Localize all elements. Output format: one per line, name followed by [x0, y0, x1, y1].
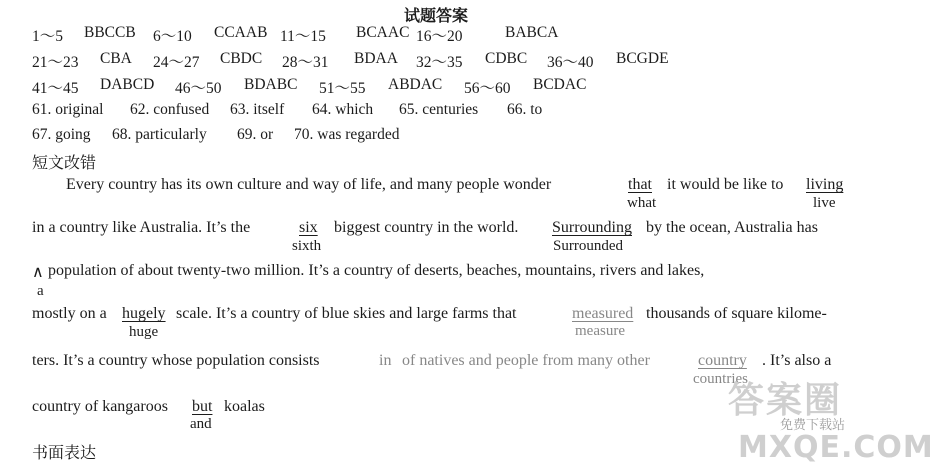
correction-word: live [813, 195, 836, 211]
passage-text: of natives and people from many other [402, 352, 650, 369]
answer-letters: BCDAC [533, 76, 587, 93]
answer-letters: CCAAB [214, 24, 268, 41]
answer-letters: BCAAC [356, 24, 410, 41]
fill-row-1 [32, 101, 632, 123]
fill-answer: 61. original [32, 101, 104, 118]
correction-word: sixth [292, 238, 322, 254]
range-label: 1～5 [32, 28, 64, 45]
range-label: 36～40 [547, 54, 594, 71]
passage-text: . It’s also a [762, 352, 832, 369]
passage-text: population of about twenty-two million. It’s a country of deserts, beaches, mountains, rivers and lakes, [48, 262, 705, 279]
passage-text: by the ocean, Australia has [646, 219, 818, 236]
passage-text: scale. It’s a country of blue skies and large farms that [176, 305, 517, 322]
watermark-url: MXQE.COM [738, 430, 934, 465]
error-word: that [628, 176, 652, 193]
range-label: 24～27 [153, 54, 200, 71]
answer-letters: CDBC [485, 50, 528, 67]
passage-text: country of kangaroos [32, 398, 168, 415]
fill-row-2 [32, 126, 532, 148]
watermark-logo: 答案圈 [728, 380, 843, 421]
answer-letters: BABCA [505, 24, 559, 41]
answer-letters: BBCCB [84, 24, 136, 41]
fill-answer: 68. particularly [112, 126, 207, 143]
fill-answer: 66. to [507, 101, 543, 118]
passage-text: in a country like Australia. It’s the [32, 219, 251, 236]
range-label: 51～55 [319, 80, 366, 97]
passage-text: ters. It’s a country whose population consists [32, 352, 320, 369]
fill-answer: 62. confused [130, 101, 210, 118]
correction-word: and [190, 416, 212, 432]
passage-text: it would be like to [667, 176, 784, 193]
correction-word: Surrounded [553, 238, 623, 254]
answer-letters: BCGDE [616, 50, 669, 67]
section-heading-correction: 短文改错 [32, 153, 97, 172]
passage-text: Every country has its own culture and way of life, and many people wonder [66, 176, 552, 193]
passage-text: thousands of square kilome- [646, 305, 827, 322]
passage-text: mostly on a [32, 305, 107, 322]
fill-answer: 69. or [237, 126, 274, 143]
correction-word: what [627, 195, 657, 211]
correction-word: huge [129, 324, 159, 340]
range-label: 32～35 [416, 54, 463, 71]
range-label: 21～23 [32, 54, 79, 71]
correction-word: measure [575, 323, 625, 339]
fill-answer: 65. centuries [399, 101, 479, 118]
answer-letters: BDAA [354, 50, 398, 67]
answer-letters: CBA [100, 50, 132, 67]
answer-row-2 [32, 50, 732, 72]
error-word: hugely [122, 305, 166, 322]
correction-word: countries [693, 371, 748, 387]
range-label: 41～45 [32, 80, 79, 97]
passage-text: koalas [224, 398, 265, 415]
error-word: Surrounding [552, 219, 632, 236]
error-word: living [806, 176, 844, 193]
fill-answer: 70. was regarded [294, 126, 400, 143]
fill-answer: 64. which [312, 101, 374, 118]
fill-answer: 63. itself [230, 101, 285, 118]
answer-letters: ABDAC [388, 76, 443, 93]
error-word: measured [572, 305, 634, 322]
answer-letters: DABCD [100, 76, 155, 93]
answer-letters: CBDC [220, 50, 263, 67]
error-word: but [192, 398, 213, 415]
page-title: 试题答案 [404, 6, 469, 25]
range-label: 16～20 [416, 28, 463, 45]
range-label: 28～31 [282, 54, 329, 71]
answer-row-3 [32, 76, 682, 98]
error-word: in [379, 352, 392, 369]
error-word: country [698, 352, 747, 369]
correction-word: a [37, 283, 44, 299]
range-label: 46～50 [175, 80, 222, 97]
answer-letters: BDABC [244, 76, 298, 93]
section-heading-writing: 书面表达 [32, 443, 97, 462]
range-label: 56～60 [464, 80, 511, 97]
answer-row-1 [32, 24, 632, 46]
insertion-caret: ∧ [32, 264, 44, 281]
watermark-small: 免费下载站 [780, 418, 846, 433]
range-label: 6～10 [153, 28, 192, 45]
range-label: 11～15 [280, 28, 326, 45]
error-word: six [299, 219, 318, 236]
fill-answer: 67. going [32, 126, 91, 143]
passage-text: biggest country in the world. [334, 219, 519, 236]
